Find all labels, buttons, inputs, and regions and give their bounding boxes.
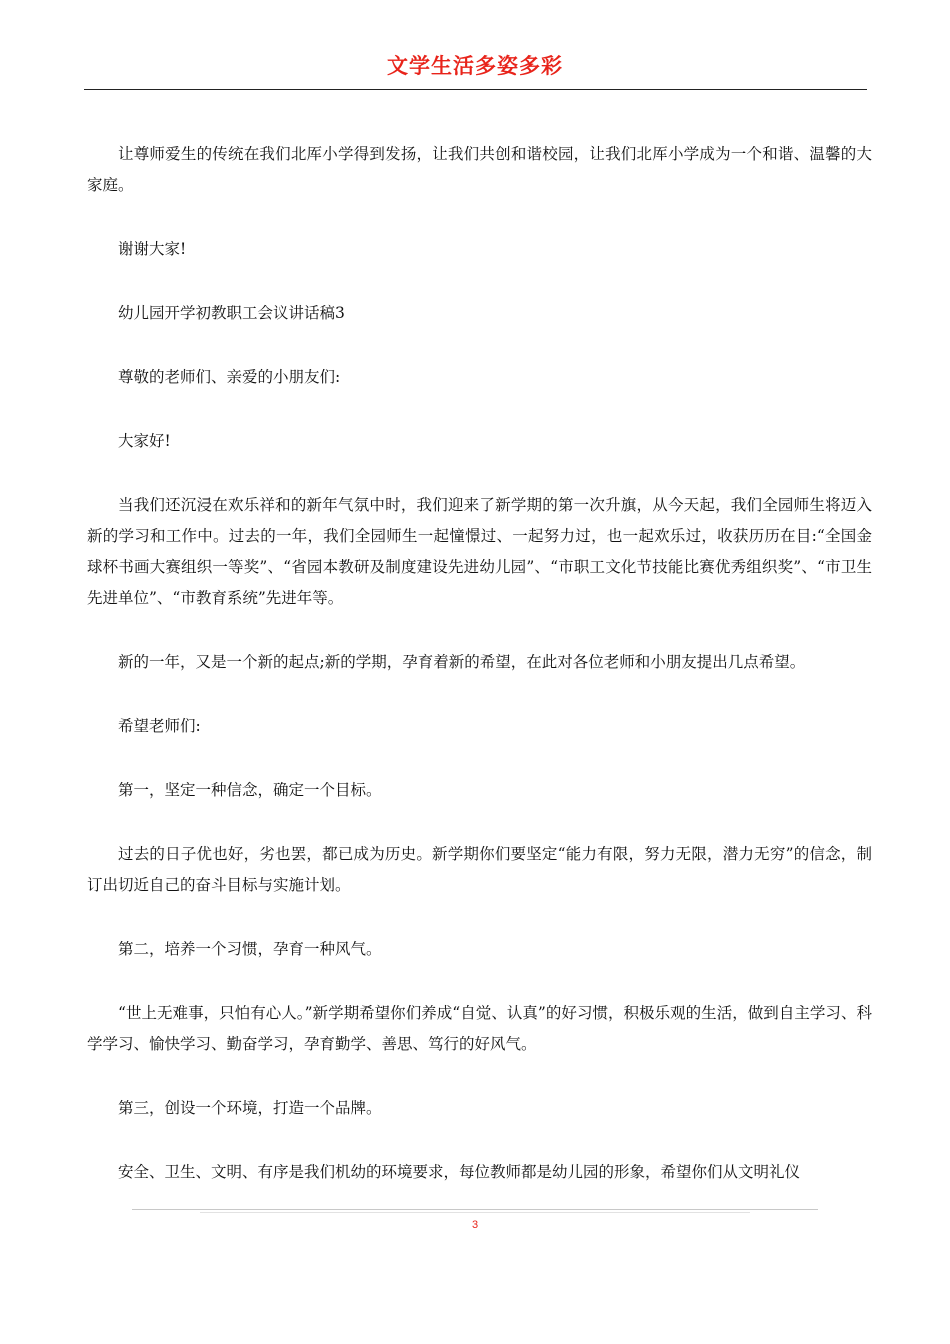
document-body xyxy=(87,139,872,1221)
page-number: 3 xyxy=(471,1219,479,1231)
paragraph: 大家好! xyxy=(118,432,171,450)
header-title: 文学生活多姿多彩 xyxy=(387,54,563,78)
paragraph: 希望老师们: xyxy=(118,717,201,735)
paragraph: 当我们还沉浸在欢乐祥和的新年气氛中时，我们迎来了新学期的第一次升旗，从今天起，我们全园师生将迈入新的学习和工作中。过去的一年，我们全园师生一起憧憬过、一起努力过，也一起欢乐过，收获历历在目:“全国金球杯书画大赛组织一等奖”、“省园本教研及制度建设先进幼儿园”、“市职工文化节技能比赛优秀组织奖”、“市卫生先进单位”、“市教育系统”先进年等。 xyxy=(87,496,872,607)
paragraph: 尊敬的老师们、亲爱的小朋友们: xyxy=(118,368,341,386)
paragraph: 第一，坚定一种信念，确定一个目标。 xyxy=(118,781,382,799)
footer-divider-secondary xyxy=(200,1212,750,1213)
paragraph: 过去的日子优也好，劣也罢，都已成为历史。新学期你们要坚定“能力有限，努力无限，潜力无穷”的信念，制订出切近自己的奋斗目标与实施计划。 xyxy=(87,845,872,894)
paragraph: 谢谢大家! xyxy=(118,240,187,258)
footer-divider xyxy=(132,1209,818,1210)
paragraph: 安全、卫生、文明、有序是我们机幼的环境要求，每位教师都是幼儿园的形象，希望你们从文明礼仪 xyxy=(118,1163,801,1181)
paragraph: 让尊师爱生的传统在我们北厍小学得到发扬，让我们共创和谐校园，让我们北厍小学成为一个和谐、温馨的大家庭。 xyxy=(87,145,872,194)
paragraph: 新的一年，又是一个新的起点;新的学期，孕育着新的希望，在此对各位老师和小朋友提出几点希望。 xyxy=(118,653,806,671)
paragraph: 第三，创设一个环境，打造一个品牌。 xyxy=(118,1099,382,1117)
paragraph: 第二，培养一个习惯，孕育一种风气。 xyxy=(118,940,382,958)
header-divider xyxy=(84,89,867,90)
paragraph: “世上无难事，只怕有心人。”新学期希望你们养成“自觉、认真”的好习惯，积极乐观的生活，做到自主学习、科学学习、愉快学习、勤奋学习，孕育勤学、善思、笃行的好风气。 xyxy=(87,1004,872,1053)
section-heading: 幼儿园开学初教职工会议讲话稿3 xyxy=(118,304,345,322)
